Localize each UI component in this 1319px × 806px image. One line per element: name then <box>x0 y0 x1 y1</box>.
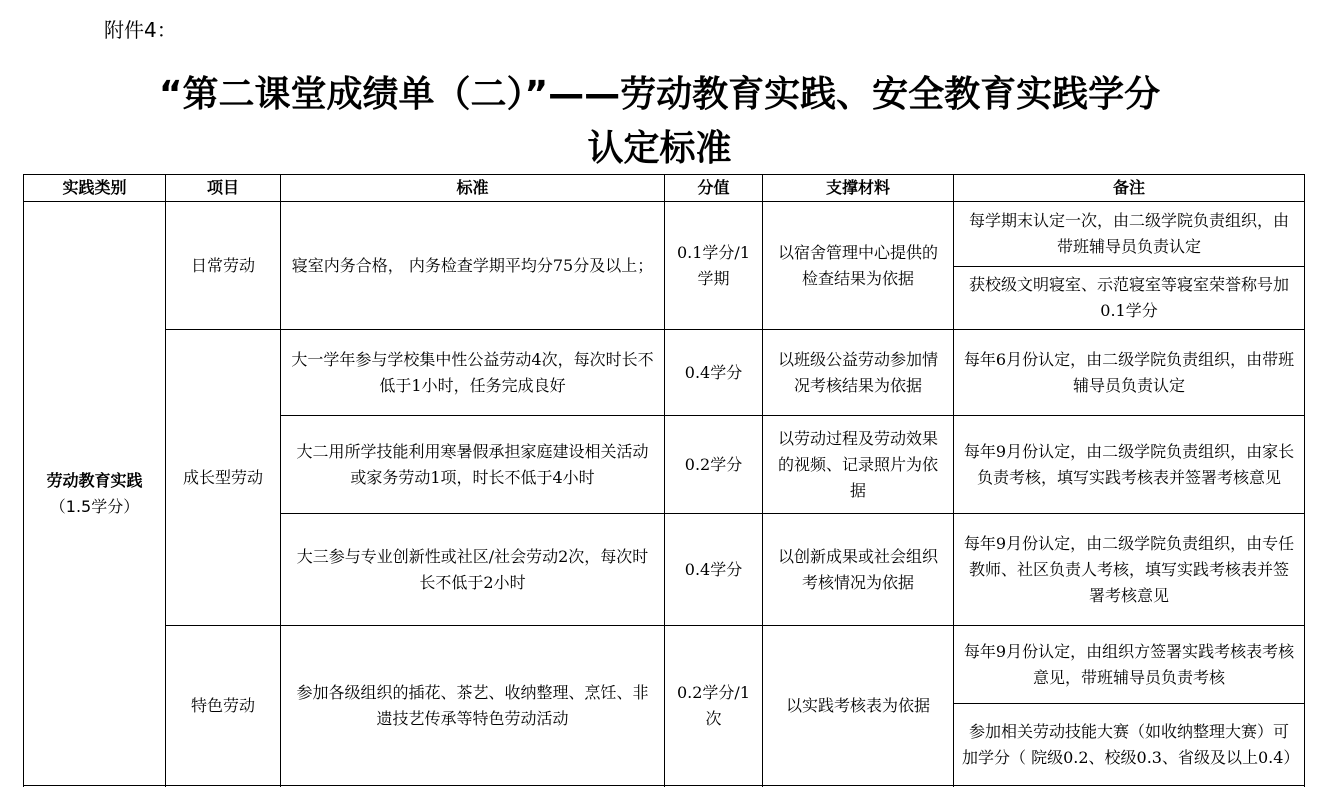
remark-cell: 每学期末认定一次，由二级学院负责组织，由带班辅导员负责认定 <box>954 202 1305 267</box>
credit-standards-table <box>23 174 1305 786</box>
table-row <box>24 330 1305 416</box>
item-cell: 特色劳动 <box>166 626 281 786</box>
header-remark: 备注 <box>954 175 1305 202</box>
standard-cell: 大一学年参与学校集中性公益劳动4次，每次时长不低于1小时，任务完成良好 <box>281 330 665 416</box>
attachment-label: 附件4： <box>104 18 177 42</box>
header-category: 实践类别 <box>24 175 166 202</box>
remark-cell: 获校级文明寝室、示范寝室等寝室荣誉称号加0.1学分 <box>954 267 1305 330</box>
standard-cell: 大二用所学技能利用寒暑假承担家庭建设相关活动或家务劳动1项，时长不低于4小时 <box>281 416 665 514</box>
remark-cell: 每年6月份认定，由二级学院负责组织，由带班辅导员负责认定 <box>954 330 1305 416</box>
page-title-line2: 认定标准 <box>587 128 732 169</box>
category-cell <box>24 202 166 786</box>
material-cell: 以劳动过程及劳动效果的视频、记录照片为依据 <box>763 416 954 514</box>
header-score: 分值 <box>665 175 763 202</box>
header-standard: 标准 <box>281 175 665 202</box>
remark-cell: 每年9月份认定，由二级学院负责组织，由家长负责考核，填写实践考核表并签署考核意见 <box>954 416 1305 514</box>
table-header-row <box>24 175 1305 202</box>
header-material: 支撑材料 <box>763 175 954 202</box>
remark-cell: 参加相关劳动技能大赛（如收纳整理大赛）可加学分（ 院级0.2、校级0.3、省级及以上0.4） <box>954 704 1305 786</box>
table-row <box>24 202 1305 267</box>
material-cell: 以创新成果或社会组织考核情况为依据 <box>763 514 954 626</box>
standard-cell: 参加各级组织的插花、茶艺、收纳整理、烹饪、非遗技艺传承等特色劳动活动 <box>281 626 665 786</box>
remark-cell: 每年9月份认定，由二级学院负责组织，由专任教师、社区负责人考核，填写实践考核表并签署考核意见 <box>954 514 1305 626</box>
header-item: 项目 <box>166 175 281 202</box>
category-name: 劳动教育实践 <box>46 470 143 490</box>
standard-cell: 寝室内务合格， 内务检查学期平均分75分及以上； <box>281 202 665 330</box>
remark-cell: 每年9月份认定，由组织方签署实践考核表考核意见，带班辅导员负责考核 <box>954 626 1305 704</box>
material-cell: 以班级公益劳动参加情况考核结果为依据 <box>763 330 954 416</box>
standard-cell: 大三参与专业创新性或社区/社会劳动2次，每次时长不低于2小时 <box>281 514 665 626</box>
material-cell: 以实践考核表为依据 <box>763 626 954 786</box>
score-cell: 0.1学分/1学期 <box>665 202 763 330</box>
item-cell: 成长型劳动 <box>166 330 281 626</box>
item-cell: 日常劳动 <box>166 202 281 330</box>
score-cell: 0.2学分/1次 <box>665 626 763 786</box>
score-cell: 0.4学分 <box>665 330 763 416</box>
score-cell: 0.2学分 <box>665 416 763 514</box>
table-row <box>24 626 1305 704</box>
category-credits: （1.5学分） <box>49 496 140 516</box>
score-cell: 0.4学分 <box>665 514 763 626</box>
material-cell: 以宿舍管理中心提供的检查结果为依据 <box>763 202 954 330</box>
page-title: “第二课堂成绩单（二）”——劳动教育实践、安全教育实践学分 <box>158 74 1161 115</box>
